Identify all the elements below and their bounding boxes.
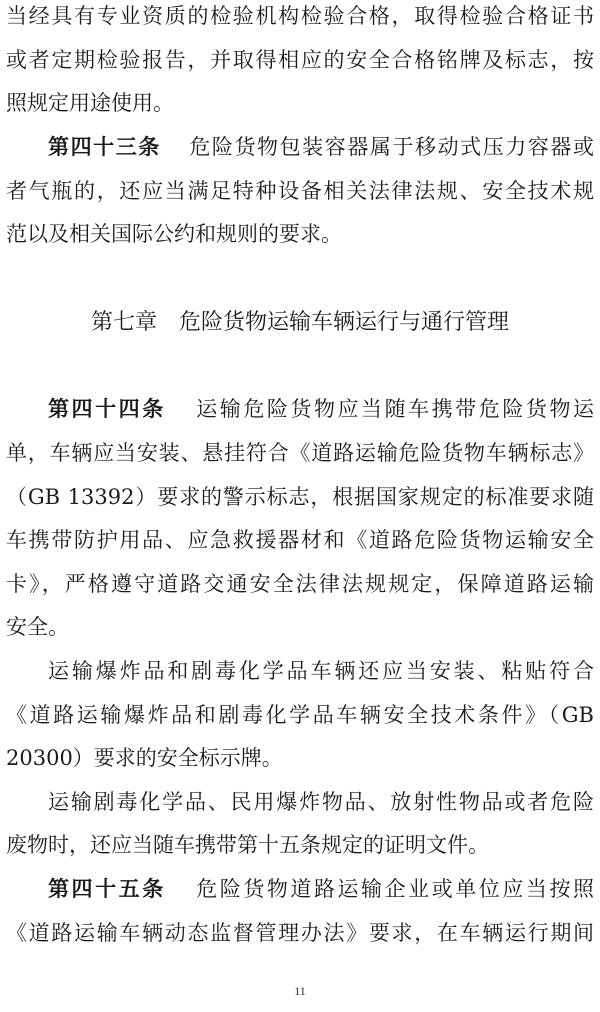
article-43-line (48, 132, 594, 162)
chapter-number: 第七章 (90, 310, 157, 335)
text-line: （GB 13392）要求的警示标志，根据国家规定的标准要求随 (6, 485, 594, 509)
text-line: 运输剧毒化学品、民用爆炸物品、放射性物品或者危险 (48, 790, 594, 814)
chapter-heading (0, 307, 600, 339)
text-span: 运输危险货物应当随车携带危险货物运 (196, 397, 594, 421)
text-line: 《道路运输车辆动态监督管理办法》要求，在车辆运行期间 (6, 921, 594, 945)
text-line: 运输爆炸品和剧毒化学品车辆还应当安装、粘贴符合 (48, 659, 594, 683)
article-45-line (48, 874, 594, 904)
text-line: 废物时，还应当随车携带第十五条规定的证明文件。 (6, 833, 489, 857)
text-line: 或者定期检验报告，并取得相应的安全合格铭牌及标志，按 (6, 48, 594, 72)
text-line: 单，车辆应当安装、悬挂符合《道路运输危险货物车辆标志》 (6, 441, 594, 465)
page-number: 11 (294, 984, 306, 998)
text-line: 照规定用途使用。 (6, 91, 174, 115)
article-45-label: 第四十五条 (48, 877, 166, 901)
text-line: 安全。 (6, 615, 69, 639)
article-43-label: 第四十三条 (48, 135, 161, 159)
article-44-line (48, 394, 594, 424)
text-line: 20300）要求的安全标示牌。 (6, 746, 283, 770)
text-line: 者气瓶的，还应当满足特种设备相关法律法规、安全技术规 (6, 179, 594, 203)
text-line: 当经具有专业资质的检验机构检验合格，取得检验合格证书 (6, 4, 594, 28)
chapter-title: 危险货物运输车辆运行与通行管理 (179, 310, 510, 335)
text-line: 《道路运输爆炸品和剧毒化学品车辆安全技术条件》（GB (6, 703, 594, 727)
article-44-label: 第四十四条 (48, 397, 166, 421)
text-line: 车携带防护用品、应急救援器材和《道路危险货物运输安全 (6, 528, 594, 552)
text-line: 卡》，严格遵守道路交通安全法律法规规定，保障道路运输 (6, 572, 594, 596)
text-span: 危险货物道路运输企业或单位应当按照 (196, 877, 594, 901)
text-line: 范以及相关国际公约和规则的要求。 (6, 222, 342, 246)
text-span: 危险货物包装容器属于移动式压力容器或 (189, 135, 594, 159)
